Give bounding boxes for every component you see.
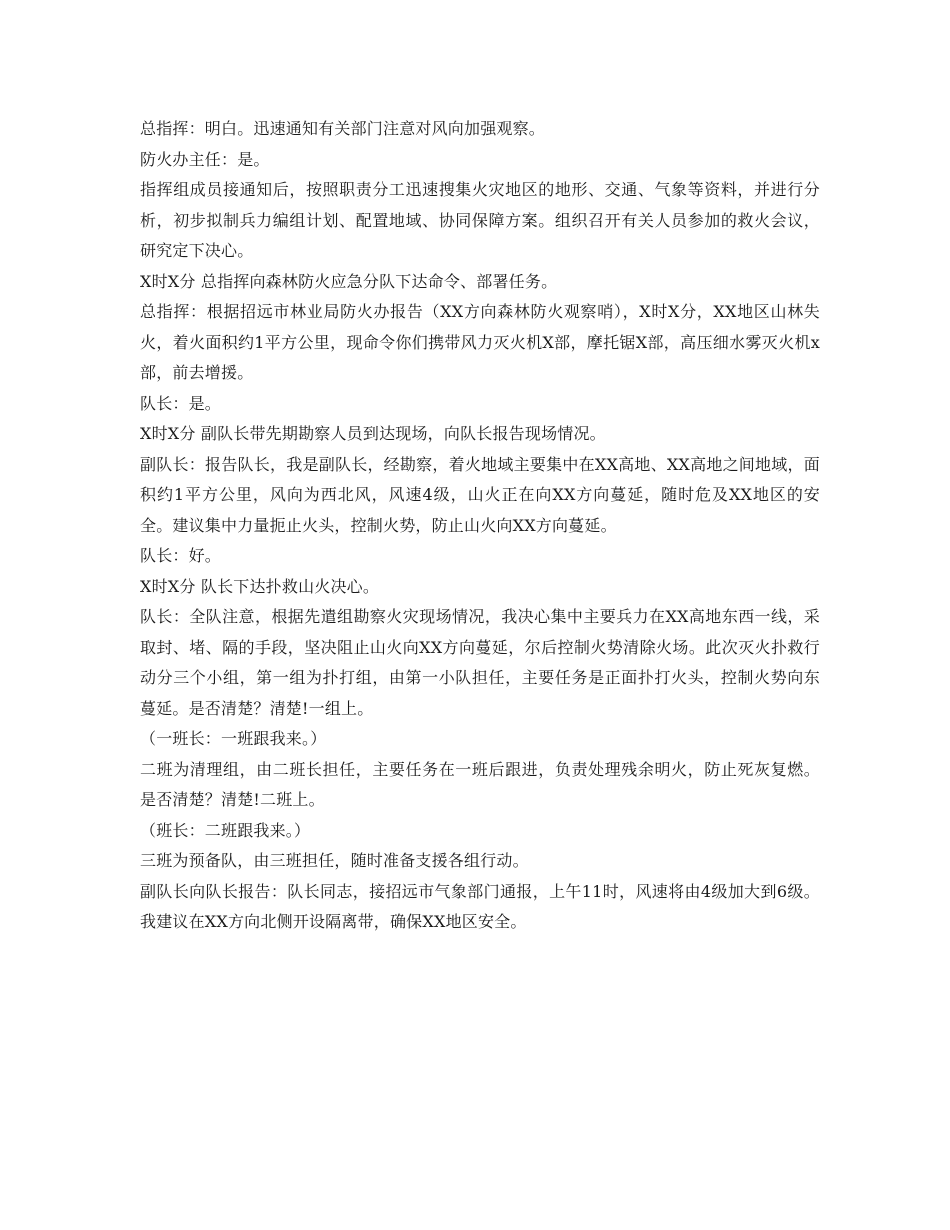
paragraph: 副队长向队长报告：队长同志，接招远市气象部门通报，上午11时，风速将由4级加大到6级。我建议在XX方向北侧开设隔离带，确保XX地区安全。 xyxy=(140,881,820,931)
paragraph: 指挥组成员接通知后，按照职责分工迅速搜集火灾地区的地形、交通、气象等资料，并进行分析，初步拟制兵力编组计划、配置地域、协同保障方案。组织召开有关人员参加的救火会议，研究定下决心。 xyxy=(140,180,820,260)
paragraph: 总指挥：明白。迅速通知有关部门注意对风向加强观察。 xyxy=(140,119,546,138)
document-body xyxy=(140,114,820,938)
paragraph: 队长：是。 xyxy=(140,393,222,413)
paragraph: X时X分 总指挥向森林防火应急分队下达命令、部署任务。 xyxy=(140,271,558,291)
paragraph: X时X分 副队长带先期勘察人员到达现场，向队长报告现场情况。 xyxy=(140,424,606,443)
paragraph: 三班为预备队，由三班担任，随时准备支援各组行动。 xyxy=(140,851,529,870)
paragraph: 队长：好。 xyxy=(140,546,222,565)
paragraph: 总指挥：根据招远市林业局防火办报告（XX方向森林防火观察哨），X时X分，XX地区山林失火，着火面积约1平方公里，现命令你们携带风力灭火机X部，摩托锯X部，高压细水雾灭火机x部，前去增援。 xyxy=(140,302,820,382)
paragraph: 副队长：报告队长，我是副队长，经勘察，着火地域主要集中在XX高地、XX高地之间地域，面积约1平方公里，风向为西北风，风速4级，山火正在向XX方向蔓延，随时危及XX地区的安全。建议集中力量扼止火头，控制火势，防止山火向XX方向蔓延。 xyxy=(140,454,820,535)
paragraph: （班长：二班跟我来。） xyxy=(140,820,311,840)
paragraph: X时X分 队长下达扑救山火决心。 xyxy=(140,576,380,596)
paragraph: 二班为清理组，由二班长担任，主要任务在一班后跟进，负责处理残余明火，防止死灰复燃。是否清楚？清楚!二班上。 xyxy=(140,759,820,809)
paragraph: （一班长：一班跟我来。） xyxy=(140,729,327,748)
paragraph: 防火办主任：是。 xyxy=(140,149,270,169)
paragraph: 队长：全队注意，根据先遣组勘察火灾现场情况，我决心集中主要兵力在XX高地东西一线，采取封、堵、隔的手段，坚决阻止山火向XX方向蔓延，尔后控制火势清除火场。此次灭火扑救行动分三个小组，第一组为扑打组，由第一小队担任，主要任务是正面扑打火头，控制火势向东蔓延。是否清楚？清楚!一组上。 xyxy=(140,607,820,718)
